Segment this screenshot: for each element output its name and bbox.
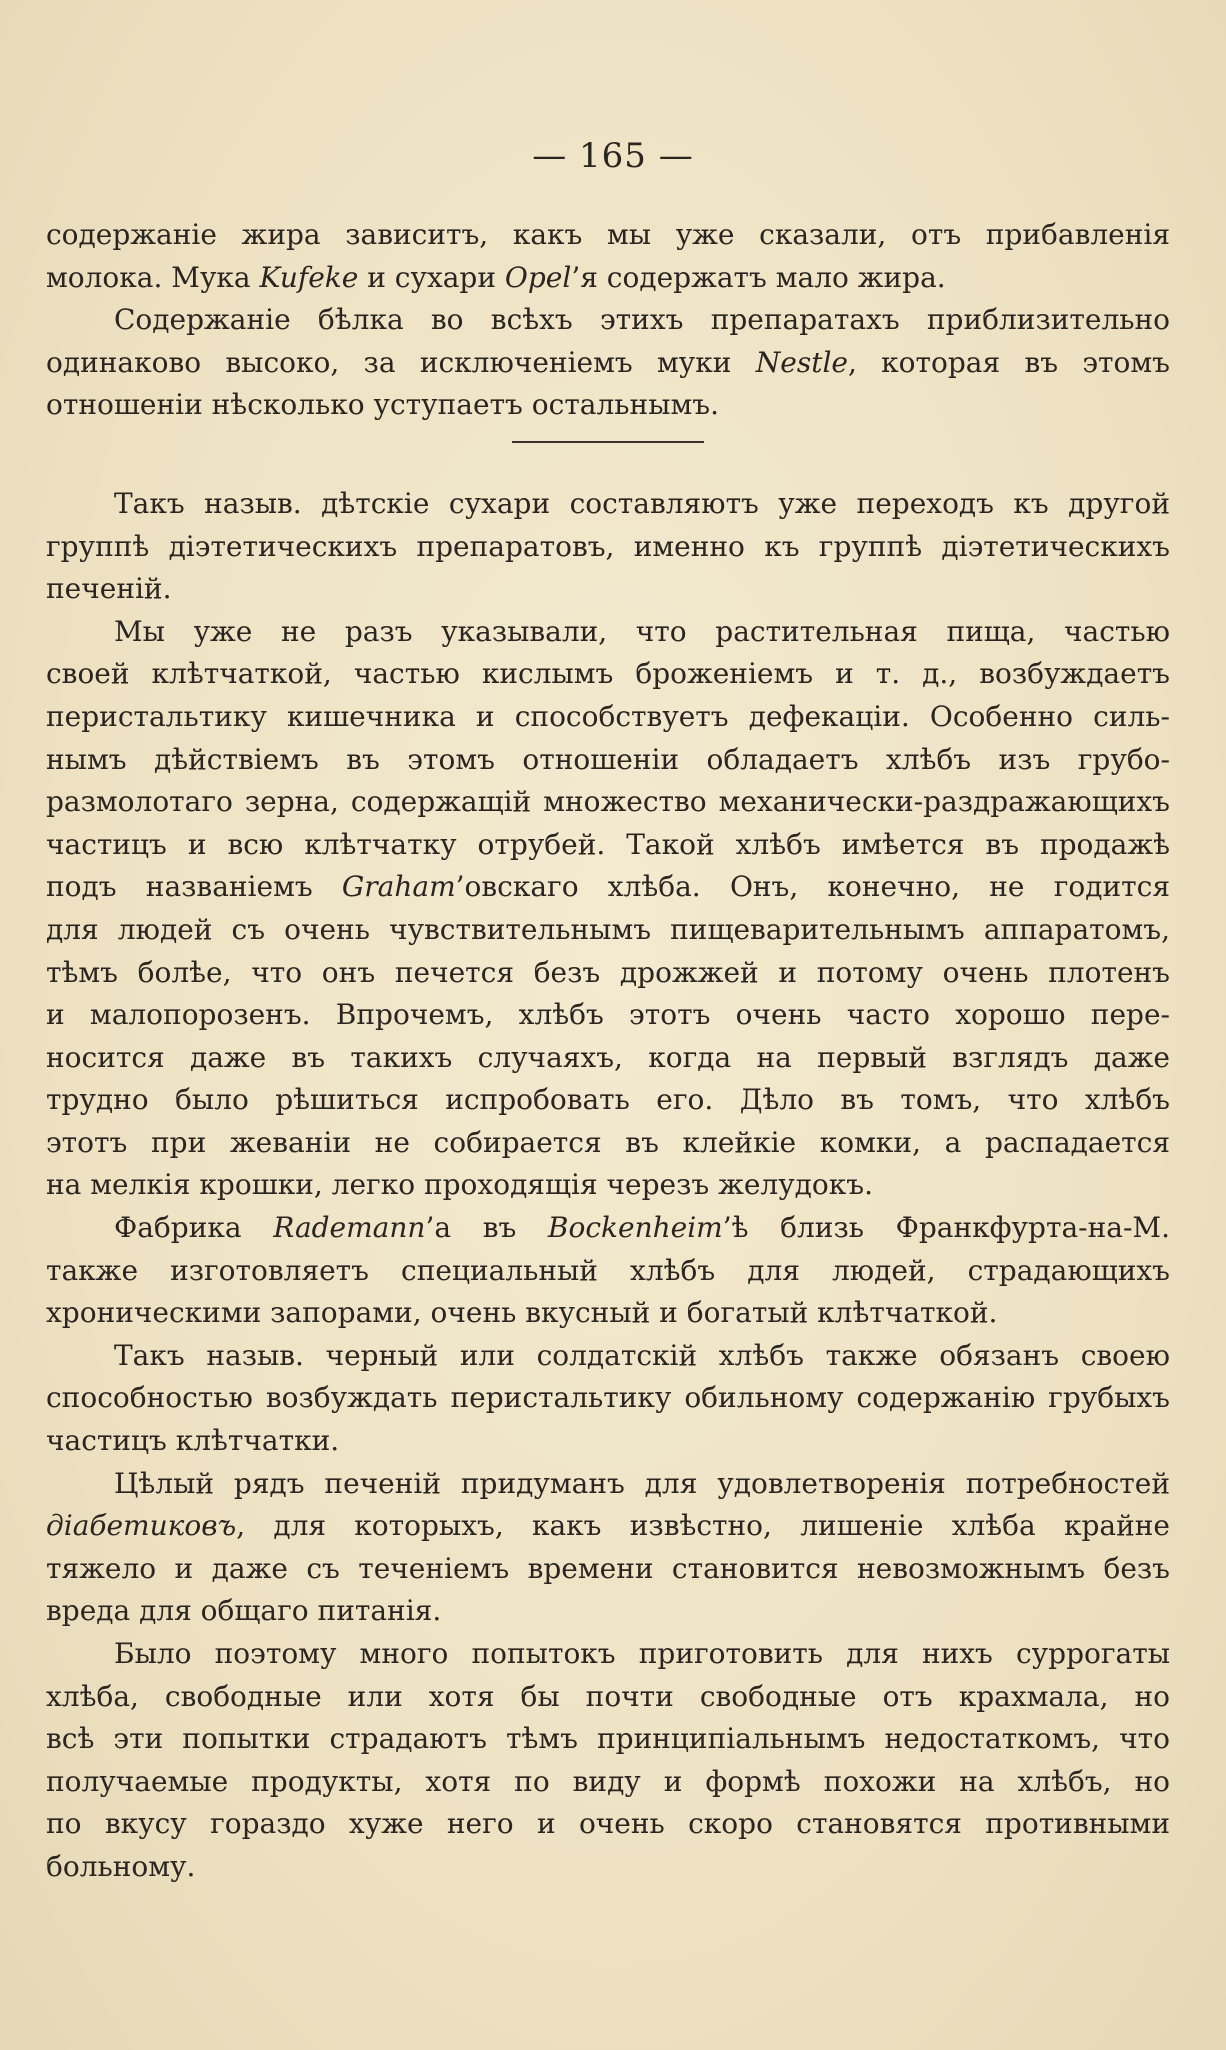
text-line: содержаніе жира зависитъ, какъ мы уже сказали, отъ прибавленія: [46, 218, 1170, 251]
text-line: Мы уже не разъ указывали, что растительная пища, частью: [114, 614, 1170, 648]
text-line: хлѣба, свободные или хотя бы почти свободные отъ крахмала, но: [46, 1679, 1170, 1713]
text-line: своей клѣтчаткой, частью кислымъ броженіемъ и т. д., возбуждаетъ: [46, 657, 1170, 691]
text-line: носится даже въ такихъ случаяхъ, когда на первый взглядъ даже: [46, 1040, 1170, 1074]
text-line: также изготовляетъ специальный хлѣбъ для людей, страдающихъ: [46, 1253, 1170, 1287]
text-line: перистальтику кишечника и способствуетъ дефекаціи. Особенно силь-: [46, 699, 1170, 733]
page-number: — 165 —: [532, 136, 694, 176]
text-line: для людей съ очень чувствительнымъ пищеварительнымъ аппаратомъ,: [46, 912, 1170, 946]
text-line: тѣмъ болѣе, что онъ печется безъ дрожжей и потому очень плотенъ: [46, 955, 1170, 989]
page-body: [46, 214, 1170, 1889]
text-line: отношеніи нѣсколько уступаетъ остальнымъ.: [46, 388, 719, 422]
paragraph-block-top: [46, 214, 1170, 427]
text-line: діабетиковъ, для которыхъ, какъ извѣстно, лишеніе хлѣба крайне: [46, 1509, 1170, 1543]
text-line: одинаково высоко, за исключеніемъ муки Nestle, которая въ этомъ: [46, 345, 1170, 379]
text-line: больному.: [46, 1849, 196, 1883]
text-line: нымъ дѣйствіемъ въ этомъ отношеніи обладаетъ хлѣбъ изъ грубо-: [46, 742, 1170, 776]
text-line: этотъ при жеваніи не собирается въ клейкіе комки, а распадается: [46, 1125, 1170, 1159]
text-line: получаемые продукты, хотя по виду и формѣ похожи на хлѣбъ, но: [46, 1764, 1170, 1798]
text-line: Такъ назыв. черный или солдатскій хлѣбъ также обязанъ своею: [114, 1338, 1170, 1372]
text-line: на мелкія крошки, легко проходящія черезъ желудокъ.: [46, 1168, 873, 1202]
text-line: вреда для общаго питанія.: [46, 1594, 442, 1628]
text-line: Такъ назыв. дѣтскіе сухари составляютъ уже переходъ къ другой: [114, 486, 1170, 520]
text-line: тяжело и даже съ теченіемъ времени становится невозможнымъ безъ: [46, 1551, 1170, 1585]
text-line: частицъ клѣтчатки.: [46, 1424, 340, 1458]
text-line: Фабрика Rademann’a въ Bockenheim’ѣ близь Франкфурта-на-М.: [114, 1211, 1170, 1245]
text-line: подъ названіемъ Graham’овскаго хлѣба. Онъ, конечно, не годится: [46, 870, 1170, 904]
text-line: по вкусу гораздо хуже него и очень скоро становятся противными: [46, 1807, 1170, 1841]
text-line: хроническими запорами, очень вкусный и богатый клѣтчаткой.: [46, 1296, 998, 1330]
section-divider: [512, 441, 704, 443]
text-line: способностью возбуждать перистальтику обильному содержанію грубыхъ: [46, 1381, 1170, 1415]
text-line: Содержаніе бѣлка во всѣхъ этихъ препаратахъ приблизительно: [114, 303, 1170, 337]
text-line: Цѣлый рядъ печеній придуманъ для удовлетворенія потребностей: [114, 1466, 1170, 1500]
text-line: частицъ и всю клѣтчатку отрубей. Такой хлѣбъ имѣется въ продажѣ: [46, 827, 1170, 861]
text-line: всѣ эти попытки страдаютъ тѣмъ принципіальнымъ недостаткомъ, что: [46, 1722, 1170, 1756]
text-line: Было поэтому много попытокъ приготовить для нихъ суррогаты: [114, 1637, 1170, 1670]
text-line: молока. Мука Kufeke и сухари Opel’я содержатъ мало жира.: [46, 260, 946, 294]
text-line: печеній.: [46, 572, 172, 606]
text-line: группѣ діэтетическихъ препаратовъ, именно къ группѣ діэтетическихъ: [46, 529, 1170, 563]
text-line: размолотаго зерна, содержащій множество механически-раздражающихъ: [46, 785, 1170, 819]
text-line: и малопорозенъ. Впрочемъ, хлѣбъ этотъ очень часто хорошо пере-: [46, 998, 1170, 1032]
paragraph-block-main: [46, 483, 1170, 1889]
text-line: трудно было рѣшиться испробовать его. Дѣло въ томъ, что хлѣбъ: [46, 1083, 1170, 1117]
